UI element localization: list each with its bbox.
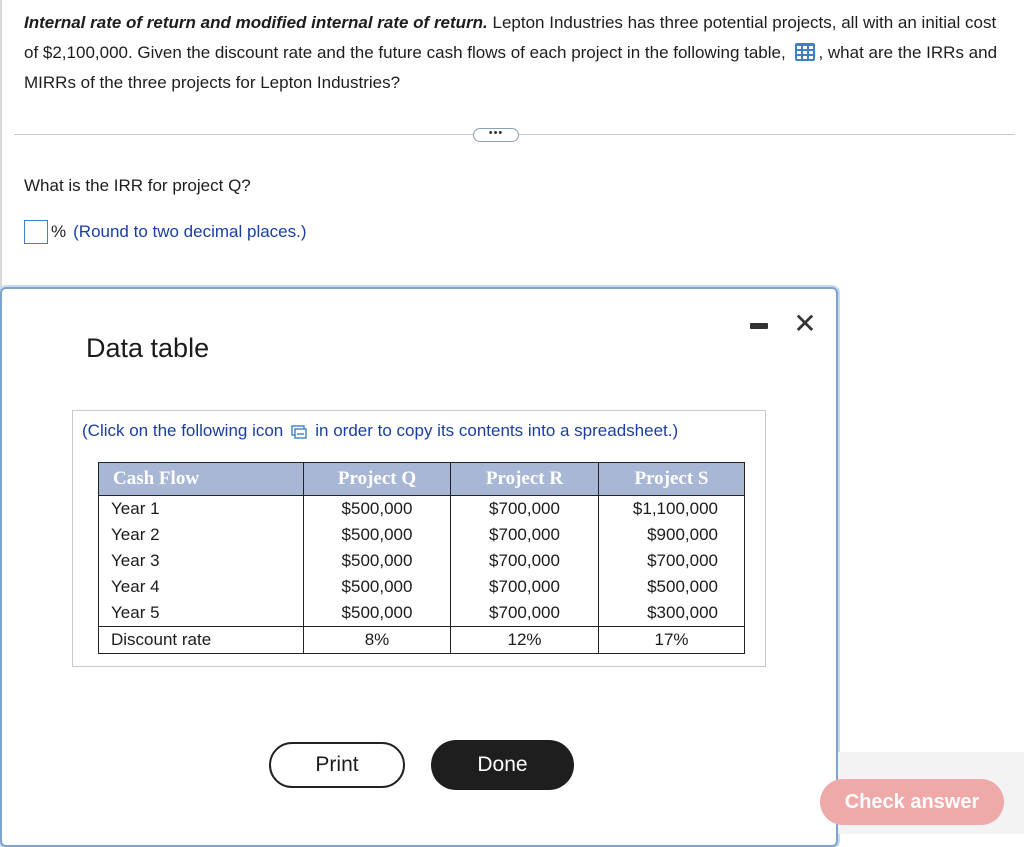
- cell-project-r: $700,000: [451, 548, 599, 574]
- percent-unit: %: [51, 222, 67, 241]
- table-row: [99, 574, 745, 600]
- copy-note-before: (Click on the following icon: [82, 421, 284, 440]
- table-row: [99, 627, 745, 654]
- cell-project-s: $500,000: [599, 574, 745, 600]
- cell-project-q: 8%: [304, 627, 451, 654]
- irr-answer-input[interactable]: [24, 220, 48, 244]
- row-label: Year 1: [99, 496, 304, 523]
- cell-project-s: $300,000: [599, 600, 745, 627]
- table-header-row: [99, 463, 745, 496]
- table-row: [99, 522, 745, 548]
- minimize-icon[interactable]: [750, 323, 768, 329]
- rounding-hint: (Round to two decimal places.): [73, 222, 307, 241]
- cell-project-s: $1,100,000: [599, 496, 745, 523]
- data-table-icon[interactable]: [794, 42, 816, 62]
- cell-project-r: $700,000: [451, 600, 599, 627]
- row-label: Discount rate: [99, 627, 304, 654]
- cell-project-q: $500,000: [304, 522, 451, 548]
- cash-flow-table: [98, 462, 745, 654]
- cell-project-r: $700,000: [451, 496, 599, 523]
- cell-project-r: 12%: [451, 627, 599, 654]
- row-label: Year 4: [99, 574, 304, 600]
- cell-project-s: $700,000: [599, 548, 745, 574]
- cell-project-r: $700,000: [451, 522, 599, 548]
- print-button[interactable]: Print: [269, 742, 405, 788]
- table-row: [99, 600, 745, 627]
- row-label: Year 5: [99, 600, 304, 627]
- sub-question: What is the IRR for project Q?: [24, 176, 251, 195]
- header-cash-flow: Cash Flow: [99, 463, 304, 496]
- copy-to-spreadsheet-icon[interactable]: [291, 424, 307, 438]
- expand-more-button[interactable]: •••: [473, 128, 519, 142]
- header-project-q: Project Q: [304, 463, 451, 496]
- row-label: Year 3: [99, 548, 304, 574]
- check-answer-button[interactable]: Check answer: [820, 779, 1004, 825]
- done-button[interactable]: Done: [431, 740, 574, 790]
- cell-project-r: $700,000: [451, 574, 599, 600]
- header-project-s: Project S: [599, 463, 745, 496]
- data-table-dialog: [0, 287, 838, 847]
- cell-project-q: $500,000: [304, 496, 451, 523]
- cell-project-q: $500,000: [304, 548, 451, 574]
- close-icon[interactable]: ✕: [793, 308, 817, 339]
- question-bold-intro: Internal rate of return and modified internal rate of return.: [24, 13, 488, 32]
- copy-instructions: [82, 421, 678, 441]
- question-body: Lepton Industries has three potential projects, all with an initial cost of $2,100,000. Given the discount rate and the future cash flows of each project in the following table,: [24, 13, 997, 62]
- cell-project-q: $500,000: [304, 574, 451, 600]
- dialog-title: Data table: [86, 333, 210, 363]
- row-label: Year 2: [99, 522, 304, 548]
- answer-row: [24, 218, 307, 246]
- table-row: [99, 548, 745, 574]
- cell-project-q: $500,000: [304, 600, 451, 627]
- question-text: [24, 8, 1009, 98]
- header-project-r: Project R: [451, 463, 599, 496]
- copy-note-after: in order to copy its contents into a spreadsheet.): [315, 421, 679, 440]
- question-tail: , what are the IRRs and MIRRs of the three projects for Lepton Industries?: [24, 43, 998, 92]
- cell-project-s: 17%: [599, 627, 745, 654]
- cell-project-s: $900,000: [599, 522, 745, 548]
- table-row: [99, 496, 745, 523]
- table-panel: [72, 410, 766, 667]
